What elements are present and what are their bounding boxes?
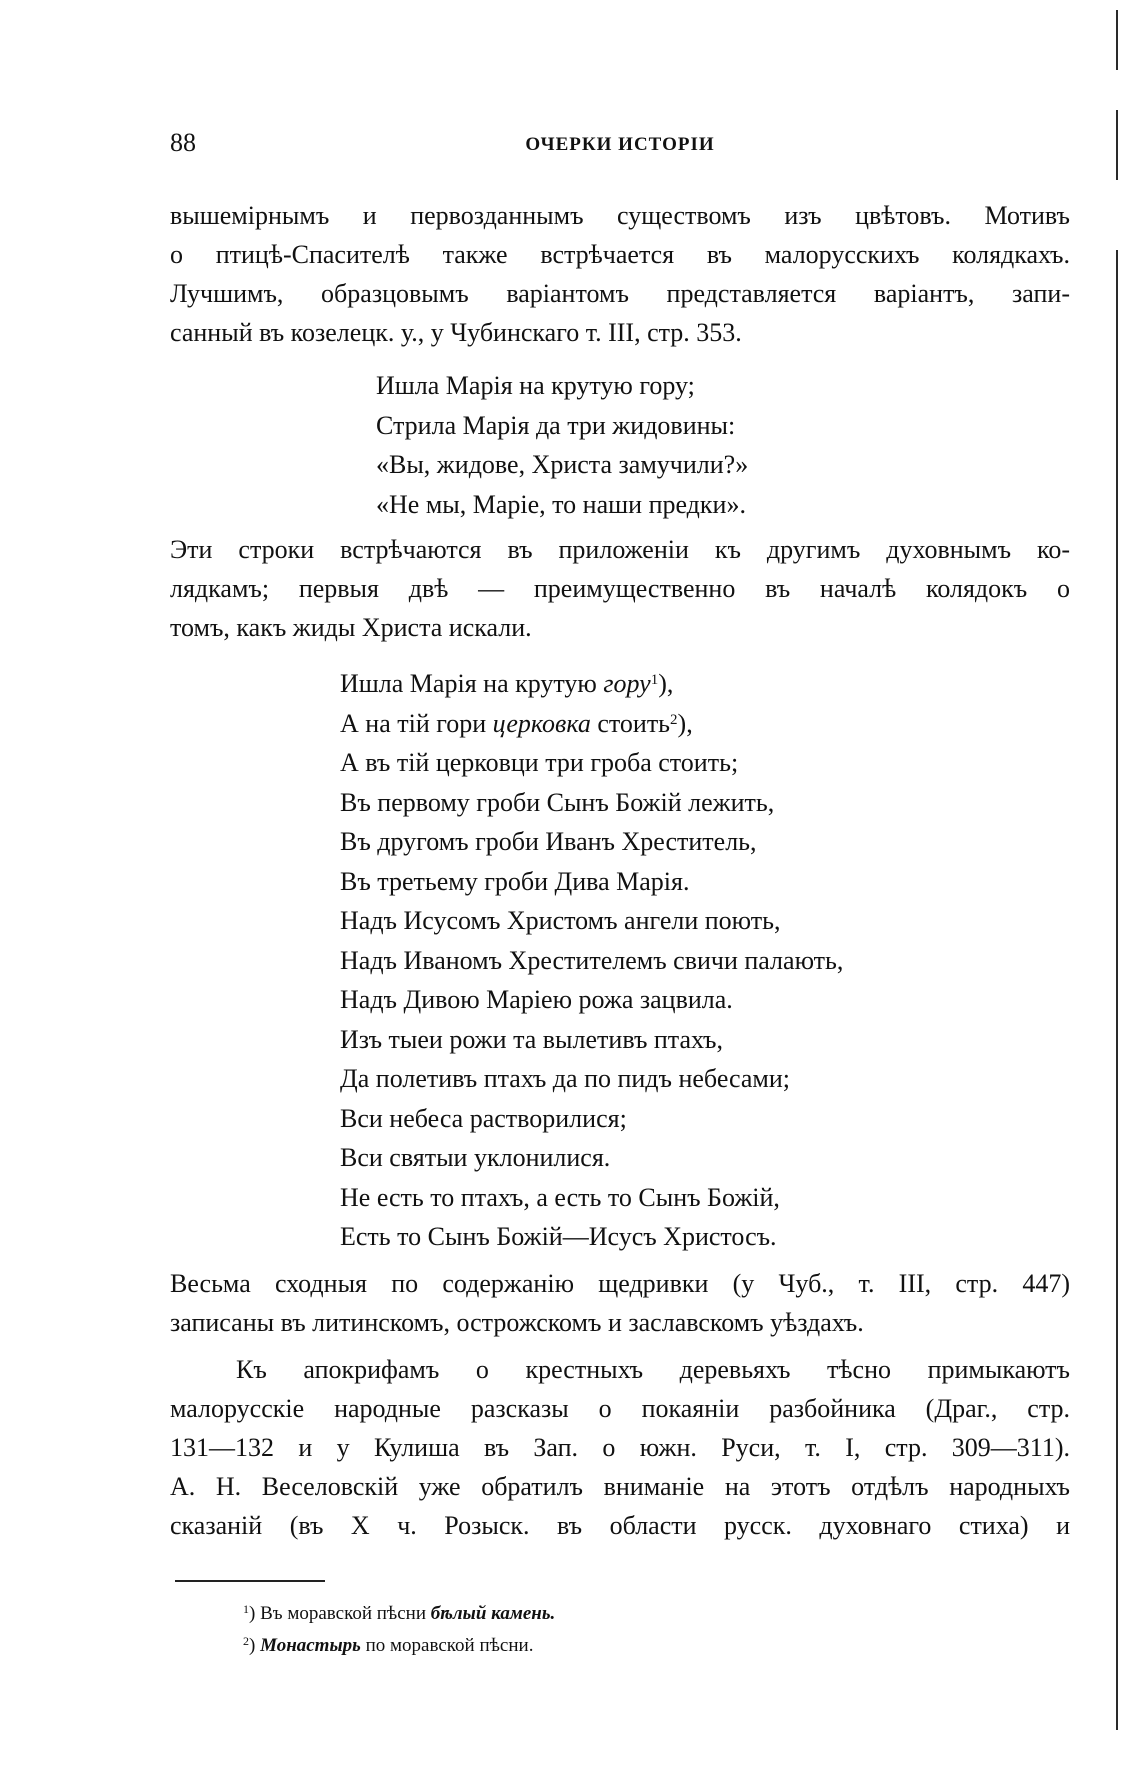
verse-line: «Вы, жидове, Христа замучили?» — [376, 450, 749, 479]
scan-edge-line — [1116, 110, 1118, 180]
footnote-ref-1: 1 — [650, 672, 659, 688]
text-line: Лучшимъ, образцовымъ варіантомъ представляется варіантъ, запи- — [170, 279, 1070, 308]
text-line: о птицѣ-Спасителѣ также встрѣчается въ малорусскихъ колядкахъ. — [170, 240, 1070, 269]
scan-edge-line — [1116, 250, 1118, 1730]
verse-line: А въ тій церковци три гроба стоить; — [340, 748, 739, 777]
text-line: вышемірнымъ и первозданнымъ существомъ изъ цвѣтовъ. Мотивъ — [170, 201, 1070, 230]
text-line: записаны въ литинскомъ, острожскомъ и заславскомъ уѣздахъ. — [170, 1308, 864, 1337]
text-line: Къ апокрифамъ о крестныхъ деревьяхъ тѣсно примыкаютъ — [236, 1355, 1070, 1384]
footnote-text: ) — [249, 1635, 261, 1656]
paragraph-2 — [170, 530, 1070, 647]
text-line: лядкамъ; первыя двѣ — преимущественно въ началѣ колядокъ о — [170, 574, 1070, 603]
verse-line: Въ первому гроби Сынъ Божій лежить, — [340, 787, 775, 817]
page-header — [170, 128, 1070, 168]
verse-line — [340, 664, 843, 704]
verse-line: Вси святыи уклонилися. — [340, 1143, 611, 1172]
footnote-ref-2: 2 — [670, 711, 678, 728]
verse-line: Ишла Марія на крутую гору; — [376, 371, 695, 400]
verse-line — [340, 704, 843, 744]
footnote-italic: бѣлый камень. — [430, 1603, 556, 1624]
footnote-divider — [175, 1580, 325, 1582]
verse-line: Въ другомъ гроби Иванъ Хреститель, — [340, 827, 757, 856]
verse-italic-word: церковка — [492, 708, 591, 738]
verse-text: стоить — [590, 708, 671, 738]
running-head: ОЧЕРКИ ИСТОРІИ — [525, 134, 715, 155]
footnote-mark: 1 — [243, 1602, 249, 1616]
verse-italic-word: гору — [603, 669, 651, 698]
text-line: томъ, какъ жиды Христа искали. — [170, 613, 532, 642]
verse-line: Надъ Исусомъ Христомъ ангели поють, — [340, 906, 781, 935]
text-line: 131—132 и у Кулиша въ Зап. о южн. Руси, т. I, стр. 309—311). — [170, 1433, 1070, 1462]
footnote-text: по моравской пѣсни. — [360, 1635, 534, 1656]
verse-line: Да полетивъ птахъ да по пидъ небесами; — [340, 1064, 790, 1093]
verse-line: Не есть то птахъ, а есть то Сынъ Божій, — [340, 1182, 780, 1212]
verse-line: Есть то Сынъ Божій—Исусъ Христосъ. — [340, 1222, 777, 1251]
text-line: малорусскіе народные разсказы о покаяніи разбойника (Драг., стр. — [170, 1394, 1070, 1423]
verse-line: Надъ Иваномъ Хрестителемъ свичи палають, — [340, 945, 844, 975]
verse-text: ), — [658, 669, 674, 698]
footnote-2 — [243, 1630, 555, 1662]
scan-edge-line — [1116, 10, 1118, 70]
text-line: санный въ козелецк. у., у Чубинскаго т. III, стр. 353. — [170, 318, 742, 347]
verse-line: Въ третьему гроби Дива Марія. — [340, 866, 690, 896]
text-line: сказаній (въ X ч. Розыск. въ области русск. духовнаго стиха) и — [170, 1511, 1070, 1540]
page-number: 88 — [170, 128, 196, 157]
paragraph-1 — [170, 196, 1070, 352]
paragraph-4 — [170, 1350, 1070, 1545]
verse-1 — [376, 366, 748, 524]
footnote-1 — [243, 1598, 555, 1630]
verse-text: ), — [677, 708, 693, 738]
verse-text: Ишла Марія на крутую — [340, 669, 604, 698]
verse-line: Стрила Марія да три жидовины: — [376, 410, 736, 440]
text-line: А. Н. Веселовскій уже обратилъ вниманіе на этотъ отдѣлъ народныхъ — [170, 1472, 1070, 1501]
footnote-mark: 2 — [243, 1634, 249, 1648]
text-line: Весьма сходныя по содержанію щедривки (у Чуб., т. III, стр. 447) — [170, 1269, 1070, 1298]
paragraph-3 — [170, 1264, 1070, 1342]
footnote-text: ) Въ моравской пѣсни — [249, 1603, 431, 1624]
text-line: Эти строки встрѣчаются въ приложеніи къ другимъ духовнымъ ко- — [170, 535, 1070, 564]
footnote-italic: Монастырь — [260, 1635, 361, 1656]
verse-text: А на тій гори — [340, 708, 493, 738]
verse-line: Надъ Дивою Маріею рожа зацвила. — [340, 985, 733, 1014]
verse-line: Вси небеса растворилися; — [340, 1103, 627, 1133]
verse-2 — [340, 664, 843, 1257]
verse-line: «Не мы, Маріе, то наши предки». — [376, 489, 746, 519]
verse-line: Изъ тыеи рожи та вылетивъ птахъ, — [340, 1024, 723, 1054]
footnotes — [243, 1598, 555, 1662]
